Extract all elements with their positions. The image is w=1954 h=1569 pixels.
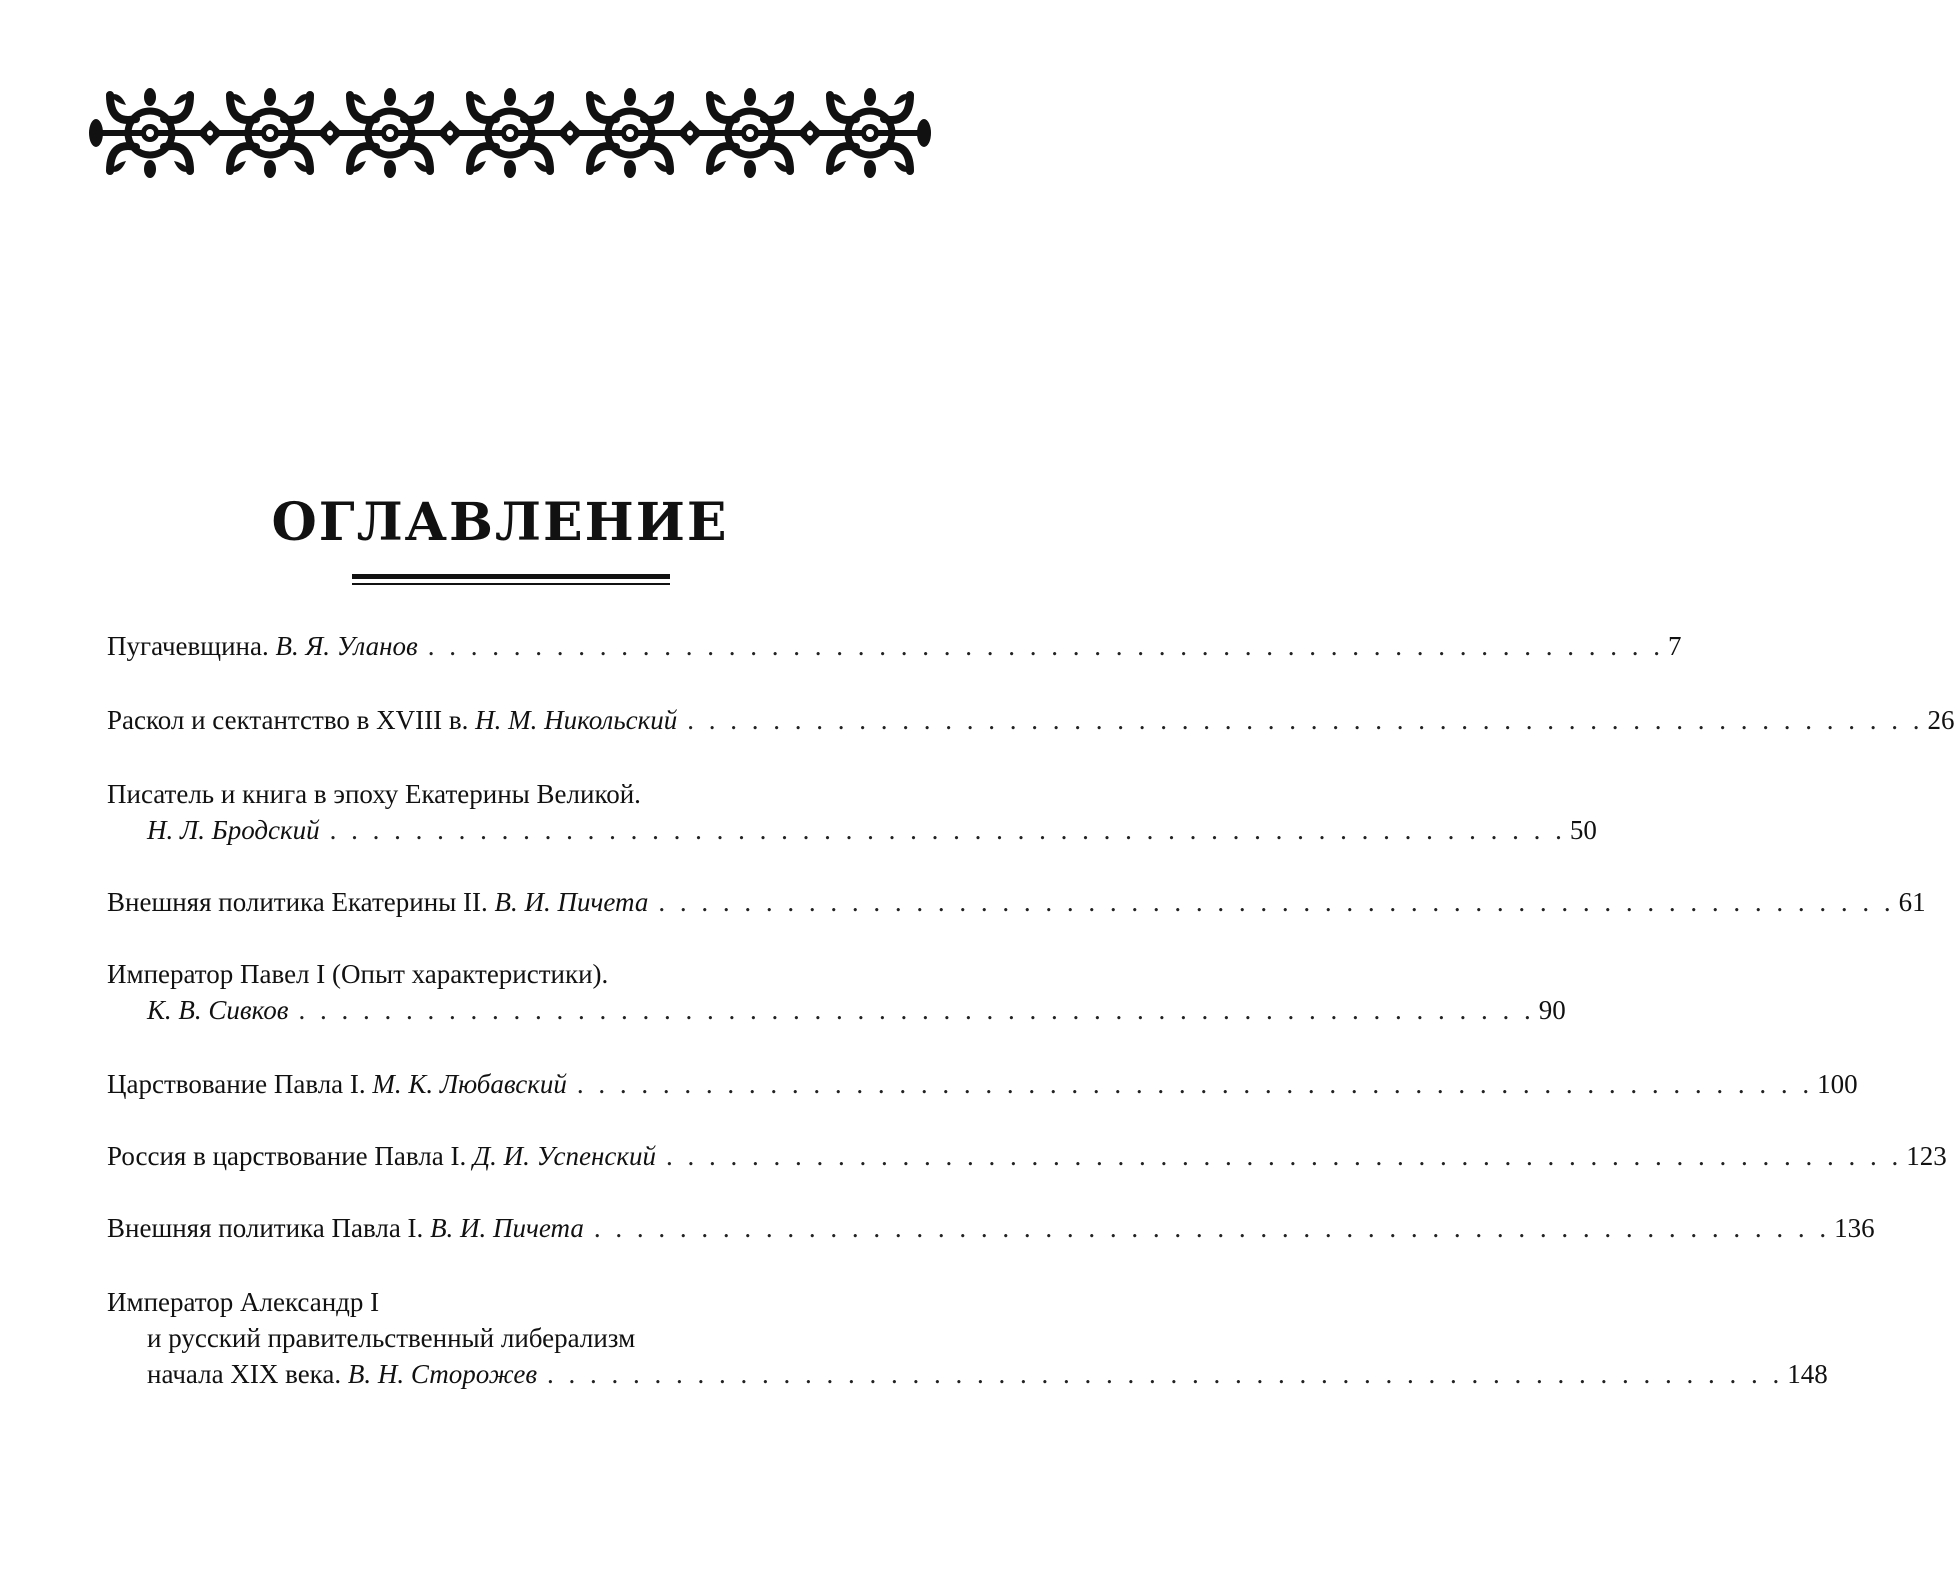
page-title: ОГЛАВЛЕНИЕ [271, 492, 729, 553]
toc-entry[interactable] [107, 1284, 1828, 1392]
entry-title: Император Павел I (Опыт характеристики). [107, 959, 609, 989]
leader-dots: . . . . . . . . . . . . . . . . . . . . . . . . . . . . . . . . . . . . . . . . . . . . . . . . . . . . . . . . . . [666, 1141, 1903, 1171]
toc-entry[interactable] [107, 1066, 1858, 1102]
entry-author: Д. И. Успенский [472, 1141, 657, 1171]
leader-dots: . . . . . . . . . . . . . . . . . . . . . . . . . . . . . . . . . . . . . . . . . . . . . . . . . . . . . . . . . . [298, 995, 1535, 1025]
toc-entry[interactable] [107, 956, 1566, 1028]
entry-page-number: 136 [1834, 1213, 1875, 1243]
toc-entry[interactable] [107, 1138, 1947, 1174]
entry-title: Россия в царствование Павла I. [107, 1141, 467, 1171]
leader-dots: . . . . . . . . . . . . . . . . . . . . . . . . . . . . . . . . . . . . . . . . . . . . . . . . . . . . . . . . . . [658, 887, 1895, 917]
entry-page-number: 50 [1569, 815, 1597, 845]
leader-dots: . . . . . . . . . . . . . . . . . . . . . . . . . . . . . . . . . . . . . . . . . . . . . . . . . . . . . . . . . . [329, 815, 1566, 845]
toc-entry[interactable] [107, 628, 1682, 664]
entry-page-number: 26 [1927, 705, 1954, 735]
entry-title: Внешняя политика Павла I. [107, 1213, 424, 1243]
entry-title: Раскол и сектантство в XVIII в. [107, 705, 469, 735]
entry-title-line-3: начала XIX века. [147, 1359, 342, 1389]
entry-title: Внешняя политика Екатерины II. [107, 887, 488, 917]
toc-entry[interactable] [107, 702, 1954, 738]
entry-author: В. Н. Сторожев [347, 1359, 538, 1389]
toc-entry[interactable] [107, 776, 1597, 848]
entry-author: М. К. Любавский [372, 1069, 567, 1099]
entry-author: К. В. Сивков [147, 995, 289, 1025]
entry-author: Н. М. Никольский [475, 705, 678, 735]
entry-page-number: 90 [1538, 995, 1566, 1025]
leader-dots: . . . . . . . . . . . . . . . . . . . . . . . . . . . . . . . . . . . . . . . . . . . . . . . . . . . . . . . . . . [547, 1359, 1784, 1389]
leader-dots: . . . . . . . . . . . . . . . . . . . . . . . . . . . . . . . . . . . . . . . . . . . . . . . . . . . . . . . . . . [427, 631, 1664, 661]
entry-title-line-1: Император Александр I [107, 1287, 380, 1317]
entry-title: Царствование Павла I. [107, 1069, 366, 1099]
title-rule-thick [352, 574, 670, 579]
entry-page-number: 148 [1787, 1359, 1828, 1389]
entry-page-number: 61 [1898, 887, 1926, 917]
entry-page-number: 7 [1668, 631, 1682, 661]
toc-entry[interactable] [107, 1210, 1875, 1246]
leader-dots: . . . . . . . . . . . . . . . . . . . . . . . . . . . . . . . . . . . . . . . . . . . . . . . . . . . . . . . . . . [576, 1069, 1814, 1099]
title-rule-thin [352, 583, 670, 585]
entry-author: В. И. Пичета [494, 887, 649, 917]
leader-dots: . . . . . . . . . . . . . . . . . . . . . . . . . . . . . . . . . . . . . . . . . . . . . . . . . . . . . . . . . . [593, 1213, 1831, 1243]
entry-author: В. И. Пичета [430, 1213, 584, 1243]
leader-dots: . . . . . . . . . . . . . . . . . . . . . . . . . . . . . . . . . . . . . . . . . . . . . . . . . . . . . . . . . . [687, 705, 1924, 735]
entry-page-number: 100 [1817, 1069, 1858, 1099]
ornament-band-icon [90, 88, 930, 178]
entry-page-number: 123 [1906, 1141, 1947, 1171]
entry-author: В. Я. Уланов [275, 631, 418, 661]
entry-title: Пугачевщина. [107, 631, 269, 661]
entry-author: Н. Л. Бродский [147, 815, 320, 845]
entry-title: Писатель и книга в эпоху Екатерины Великой. [107, 779, 641, 809]
toc-entry[interactable] [107, 884, 1926, 920]
entry-title-line-2: и русский правительственный либерализм [147, 1323, 636, 1353]
